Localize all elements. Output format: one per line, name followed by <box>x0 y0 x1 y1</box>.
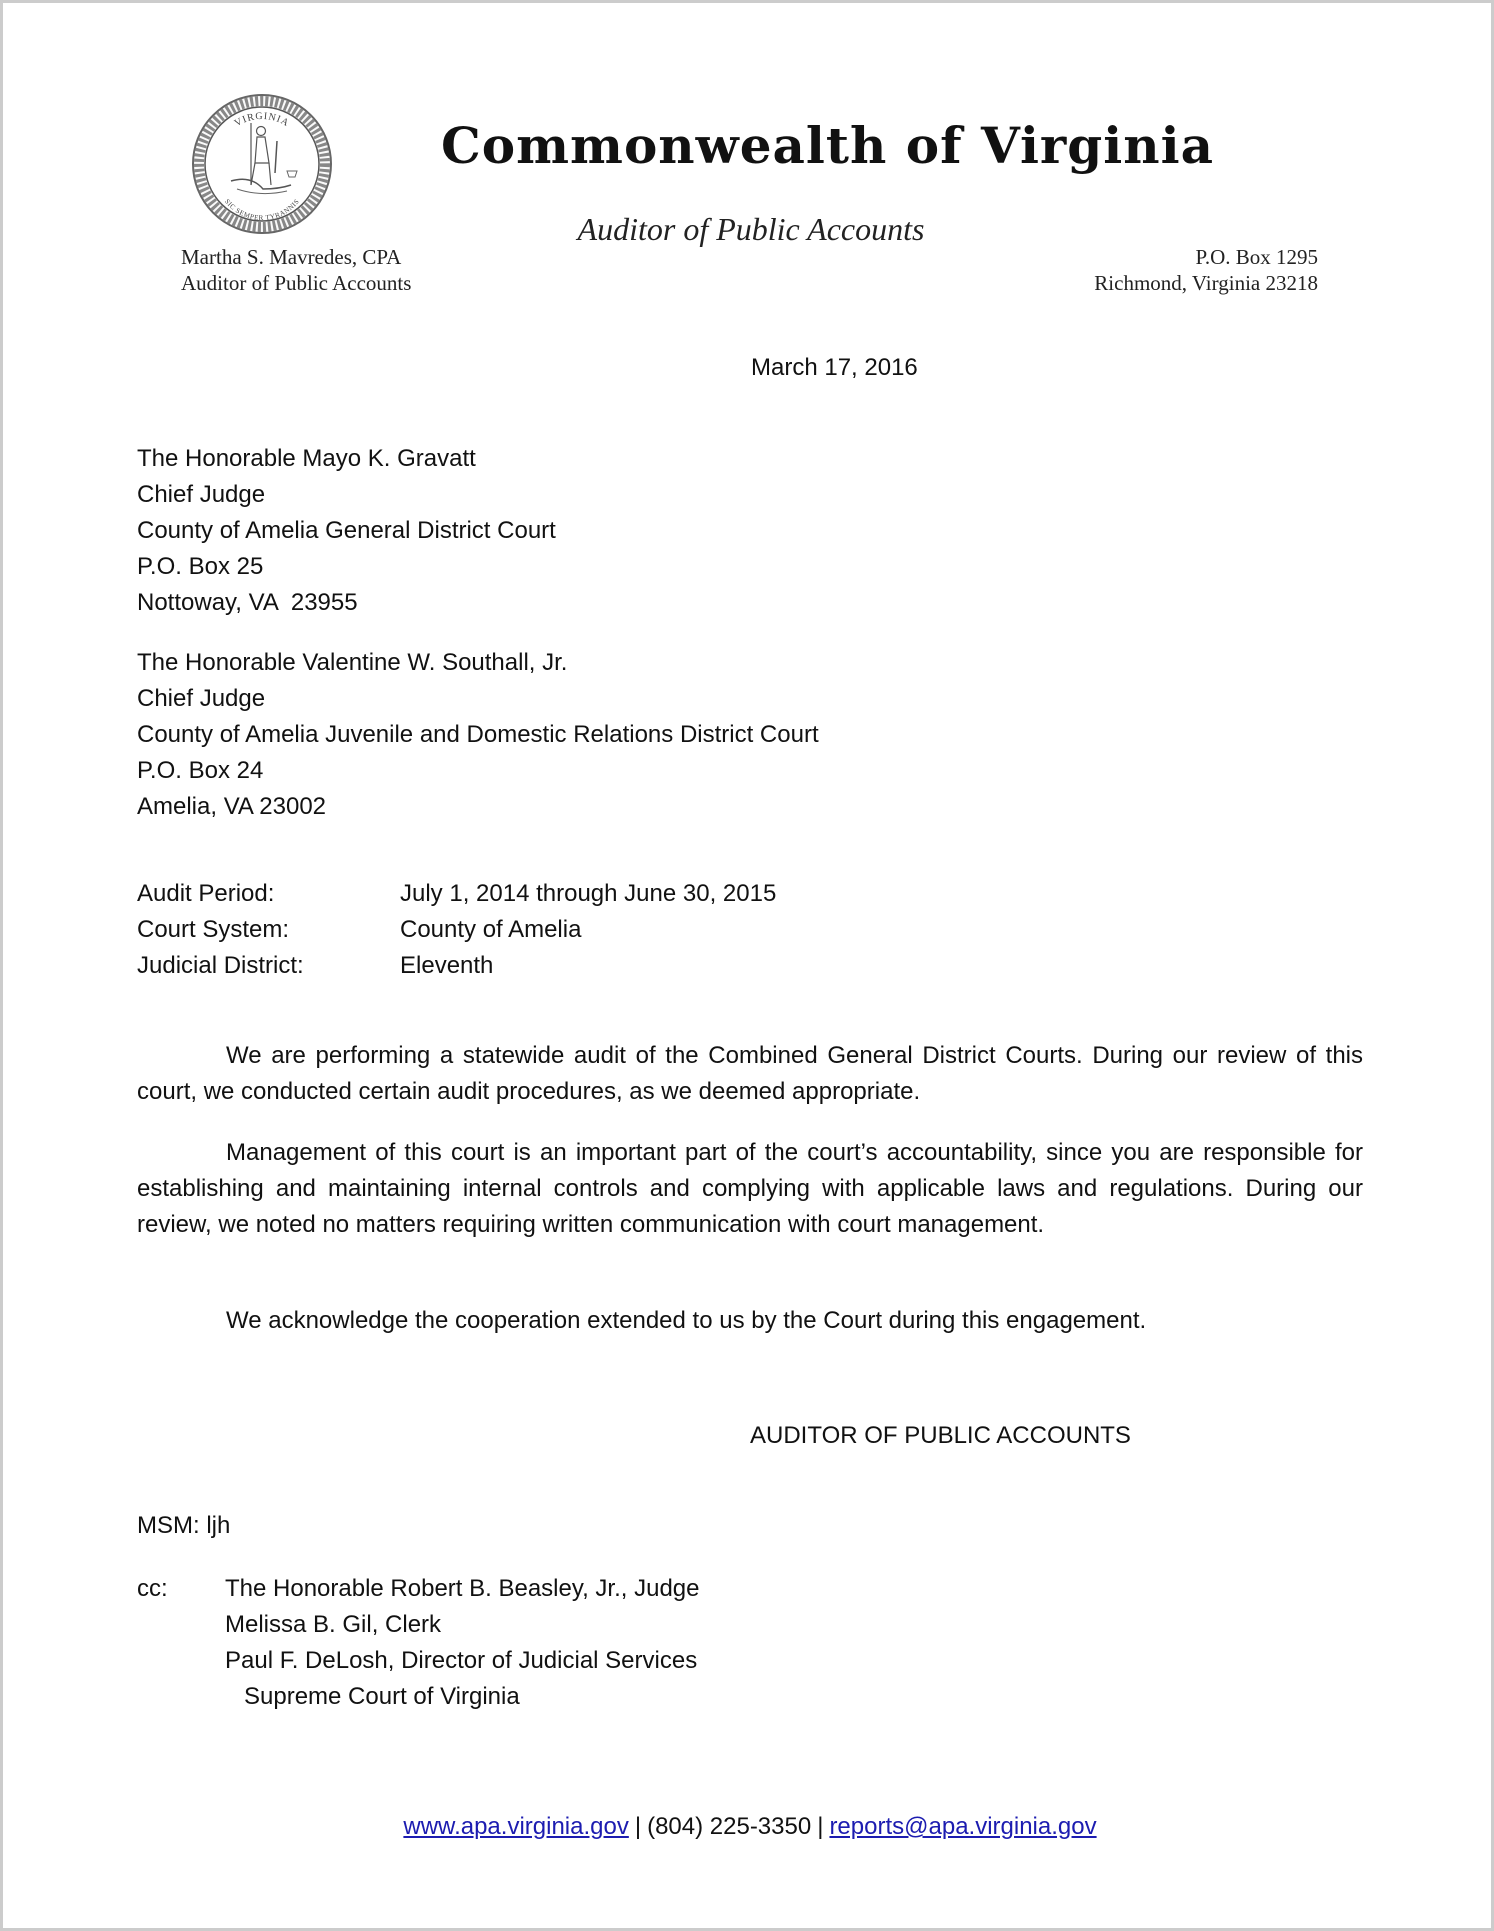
letter-date: March 17, 2016 <box>751 354 918 381</box>
recipient-po-box: P.O. Box 25 <box>137 553 264 580</box>
separator: | <box>634 1813 642 1840</box>
cc-recipient: Supreme Court of Virginia <box>244 1683 520 1710</box>
email-link[interactable]: reports@apa.virginia.gov <box>829 1813 1097 1840</box>
recipient-po-box: P.O. Box 24 <box>137 757 264 784</box>
svg-text:VIRGINIA: VIRGINIA <box>232 110 292 130</box>
audit-period-value: July 1, 2014 through June 30, 2015 <box>400 880 777 907</box>
court-system-label: Court System: <box>137 916 290 943</box>
letterhead-title: Commonwealth of Virginia <box>441 116 1214 175</box>
sender-title: Auditor of Public Accounts <box>181 271 412 295</box>
cc-recipient: The Honorable Robert B. Beasley, Jr., Judge <box>225 1575 700 1602</box>
body-paragraph <box>137 1038 1363 1110</box>
virginia-seal-icon <box>191 93 333 235</box>
recipient-city: Nottoway, VA 23955 <box>137 589 358 616</box>
judicial-district-label: Judicial District: <box>137 952 304 979</box>
paragraph-text: We acknowledge the cooperation extended to us by the Court during this engagement. <box>226 1307 1147 1334</box>
website-link[interactable]: www.apa.virginia.gov <box>403 1813 629 1840</box>
closing-signature: AUDITOR OF PUBLIC ACCOUNTS <box>750 1422 1131 1449</box>
paragraph-text: Management of this court is an important part of the court’s accountability, since you are responsible for establishing and maintaining internal controls and complying with applicable laws and regulations. During our review, we noted no matters requiring written communication with court management. <box>137 1139 1363 1238</box>
return-address-line2: Richmond, Virginia 23218 <box>1094 271 1318 295</box>
phone-number: (804) 225-3350 <box>647 1813 812 1840</box>
recipient-title: Chief Judge <box>137 685 266 712</box>
recipient-name: The Honorable Valentine W. Southall, Jr. <box>137 649 568 676</box>
body-paragraph <box>137 1303 1363 1339</box>
court-system-value: County of Amelia <box>400 916 582 943</box>
return-address-line1: P.O. Box 1295 <box>1195 245 1318 269</box>
cc-label: cc: <box>137 1575 168 1602</box>
body-paragraph <box>137 1135 1363 1243</box>
letterhead-subtitle: Auditor of Public Accounts <box>577 211 925 247</box>
cc-recipient: Paul F. DeLosh, Director of Judicial Services <box>225 1647 698 1674</box>
recipient-title: Chief Judge <box>137 481 266 508</box>
judicial-district-value: Eleventh <box>400 952 494 979</box>
recipient-court: County of Amelia General District Court <box>137 517 556 544</box>
reference-initials: MSM: ljh <box>137 1512 231 1539</box>
audit-period-label: Audit Period: <box>137 880 275 907</box>
sender-name: Martha S. Mavredes, CPA <box>181 245 402 269</box>
footer-contact <box>3 1811 1494 1843</box>
recipient-court: County of Amelia Juvenile and Domestic Relations District Court <box>137 721 819 748</box>
cc-recipient: Melissa B. Gil, Clerk <box>225 1611 442 1638</box>
paragraph-text: We are performing a statewide audit of the Combined General District Courts. During our review of this court, we conducted certain audit procedures, as we deemed appropriate. <box>137 1042 1363 1105</box>
separator: | <box>817 1813 824 1840</box>
recipient-city: Amelia, VA 23002 <box>137 793 327 820</box>
recipient-name: The Honorable Mayo K. Gravatt <box>137 445 476 472</box>
svg-text:SIC SEMPER TYRANNIS: SIC SEMPER TYRANNIS <box>222 197 302 223</box>
